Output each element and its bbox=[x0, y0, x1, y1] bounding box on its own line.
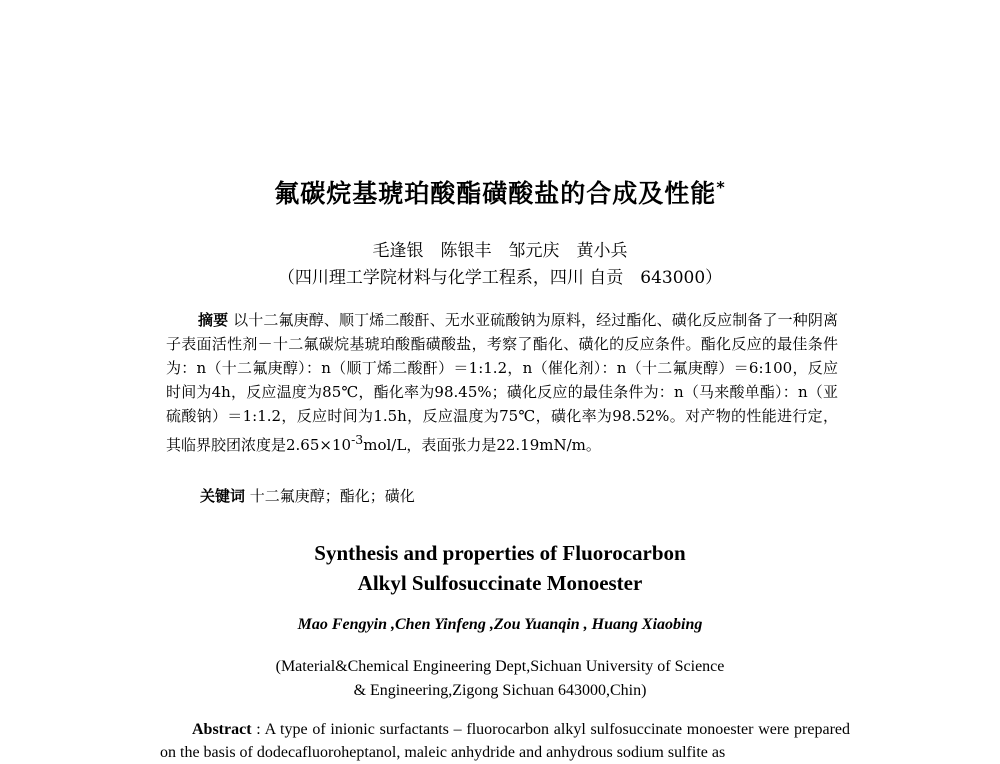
keywords-cn-label: 关键词 bbox=[200, 487, 246, 505]
authors-cn: 毛逢银 陈银丰 邹元庆 黄小兵 bbox=[372, 241, 628, 261]
abstract-cn-text: 以十二氟庚醇、顺丁烯二酸酐、无水亚硫酸钠为原料，经过酯化、磺化反应制备了一种阴离子表面活性剂－十二氟碳烷基琥珀酸酯磺酸盐，考察了酯化、磺化的反应条件。酯化反应的最佳条件为：n（十二氟庚醇）：n（顺丁烯二酸酐）＝1:1.2，n（催化剂）：n（十二氟庚醇）＝6:100，反应时间为4h，反应温度为85℃，酯化率为98.45%；磺化反应的最佳条件为：n（马来酸单酯）：n（亚硫酸钠）＝1:1.2，反应时间为1.5h，反应温度为75℃，磺化率为98.52%。对产物的性能进行定，其临界胶团浓度是2.65×10 bbox=[166, 311, 838, 454]
abstract-cn-label: 摘要 bbox=[198, 311, 229, 329]
title-en-line-1: Synthesis and properties of Fluorocarbon bbox=[314, 541, 686, 565]
abstract-cn bbox=[166, 308, 838, 457]
paper-title-cn bbox=[0, 174, 1000, 210]
affiliation-en-line-2: & Engineering,Zigong Sichuan 643000,Chin) bbox=[353, 682, 647, 699]
abstract-en-label: Abstract bbox=[192, 721, 252, 738]
abstract-en bbox=[160, 718, 850, 764]
abstract-cn-tail: mol/L，表面张力是22.19mN/m。 bbox=[363, 436, 601, 454]
affiliation-en bbox=[0, 655, 1000, 703]
affiliation-cn: （四川理工学院材料与化学工程系，四川 自贡 643000） bbox=[277, 268, 723, 288]
abstract-cn-exponent: -3 bbox=[351, 432, 364, 447]
keywords-cn bbox=[200, 484, 415, 508]
title-footnote-mark: * bbox=[716, 177, 726, 197]
title-cn-text: 氟碳烷基琥珀酸酯磺酸盐的合成及性能 bbox=[274, 179, 717, 208]
authors-en: Mao Fengyin ,Chen Yinfeng ,Zou Yuanqin , Huang Xiaobing bbox=[297, 616, 703, 633]
keywords-cn-text: 十二氟庚醇；酯化；磺化 bbox=[249, 487, 415, 505]
paper-title-en bbox=[0, 538, 1000, 598]
abstract-en-text: : A type of inionic surfactants – fluorocarbon alkyl sulfosuccinate monoester were prepared on the basis of dodecafluoroheptanol, maleic anhydride and anhydrous sodium sulfite as bbox=[160, 721, 850, 761]
affiliation-en-line-1: (Material&Chemical Engineering Dept,Sichuan University of Science bbox=[275, 658, 725, 675]
title-en-line-2: Alkyl Sulfosuccinate Monoester bbox=[357, 571, 643, 595]
